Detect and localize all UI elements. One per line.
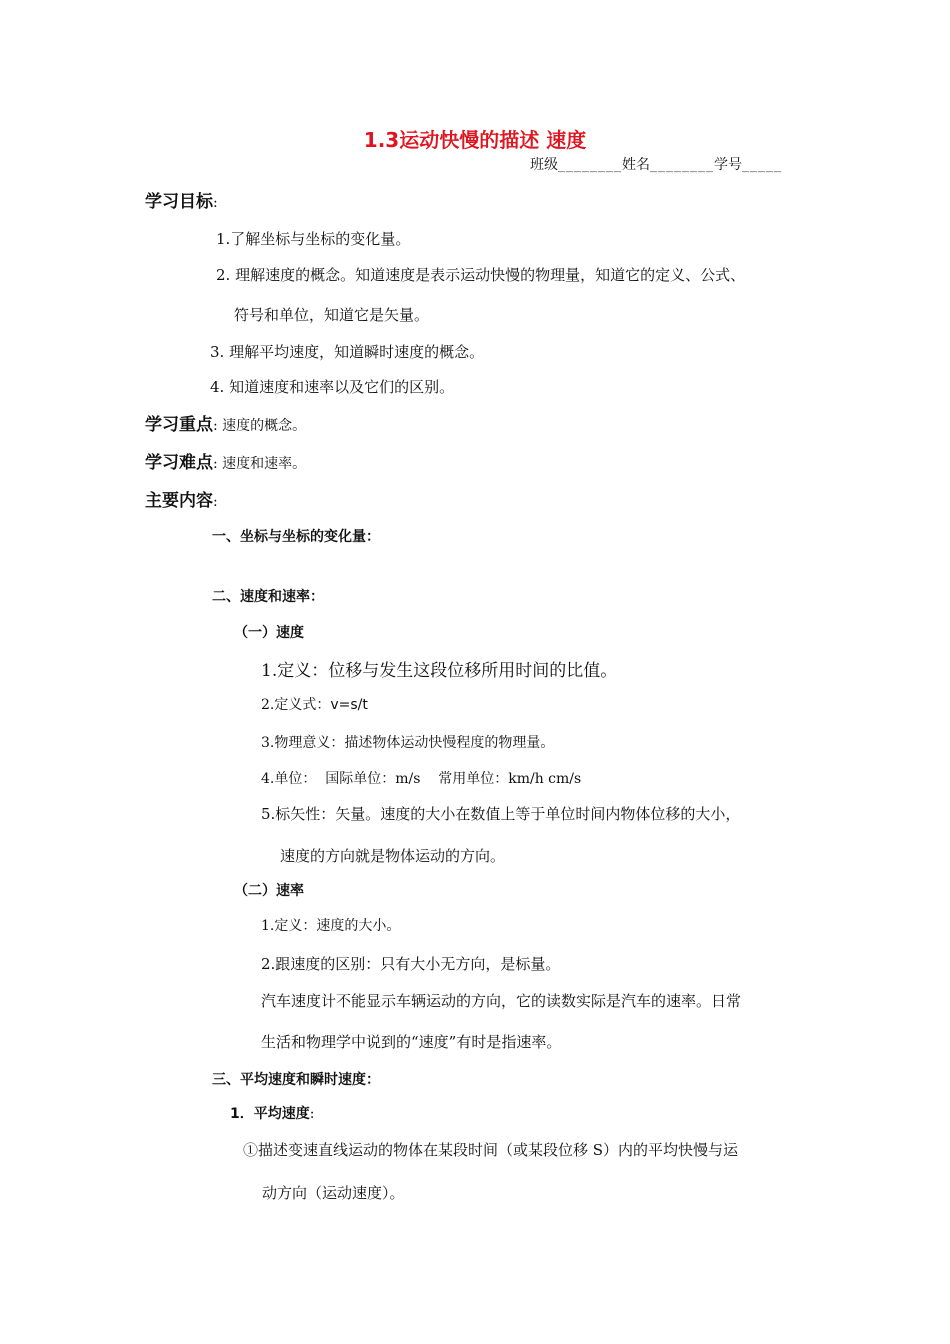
section-heading: 一、坐标与坐标的变化量： <box>212 529 380 545</box>
objective-item: 1.了解坐标与坐标的变化量。 <box>216 230 411 248</box>
difficulty-text: : 速度和速率。 <box>213 456 307 472</box>
speed-item: 2.定义式： <box>261 697 331 713</box>
speed-item: 4.单位： 国际单位：m/s 常用单位：km/h cm/s <box>261 771 582 787</box>
avg-item: ①描述变速直线运动的物体在某段时间（或某段位移 S）内的平均快慢与运 <box>243 1141 739 1159</box>
objective-item: 2. 理解速度的概念。知道速度是表示运动快慢的物理量，知道它的定义、公式、 <box>216 266 746 284</box>
content-heading: 主要内容 <box>145 491 213 511</box>
rate-item: 2.跟速度的区别：只有大小无方向，是标量。 <box>261 955 561 973</box>
id-label: 学号 <box>714 157 742 173</box>
objectives-heading: 学习目标 <box>145 192 213 212</box>
speed-item: 1.定义：位移与发生这段位移所用时间的比值。 <box>261 661 618 681</box>
difficulty-row <box>145 448 306 473</box>
content-heading-row <box>145 486 218 511</box>
rate-item: 1.定义：速度的大小。 <box>261 918 401 934</box>
difficulty-heading: 学习难点 <box>145 453 213 473</box>
objective-item: 3. 理解平均速度，知道瞬时速度的概念。 <box>210 343 485 361</box>
rate-item: 汽车速度计不能显示车辆运动的方向，它的读数实际是汽车的速率。日常 <box>261 992 742 1010</box>
speed-item: 5.标矢性：矢量。速度的大小在数值上等于单位时间内物体位移的大小， <box>261 805 741 823</box>
objectives-colon: : <box>213 195 218 211</box>
objectives-heading-row <box>145 187 218 212</box>
avg-colon: : <box>309 1106 315 1122</box>
speed-formula: v=s/t <box>330 697 368 713</box>
subsection-heading: 1．平均速度 <box>230 1106 310 1122</box>
page-title: 1.3运动快慢的描述 速度 <box>363 128 587 152</box>
objective-item: 符号和单位，知道它是矢量。 <box>234 306 430 324</box>
subsection-heading: （二）速率 <box>234 883 304 899</box>
avg-item: 动方向（运动速度）。 <box>262 1184 405 1202</box>
focus-row <box>145 410 306 435</box>
content-colon: : <box>213 494 218 510</box>
class-blank: ________ <box>558 157 622 173</box>
rate-item: 生活和物理学中说到的“速度”有时是指速率。 <box>261 1033 562 1051</box>
class-label: 班级 <box>530 157 558 173</box>
focus-text: : 速度的概念。 <box>213 418 307 434</box>
section-heading: 三、平均速度和瞬时速度： <box>212 1072 380 1088</box>
id-blank: _____ <box>742 157 782 173</box>
section-heading: 二、速度和速率： <box>212 589 324 605</box>
name-blank: ________ <box>650 157 714 173</box>
avg-heading-row <box>230 1103 314 1123</box>
speed-formula-row <box>261 694 368 714</box>
subsection-heading: （一）速度 <box>234 625 304 641</box>
speed-item: 3.物理意义：描述物体运动快慢程度的物理量。 <box>261 735 555 751</box>
name-label: 姓名 <box>622 157 650 173</box>
student-info-line <box>530 154 782 174</box>
focus-heading: 学习重点 <box>145 415 213 435</box>
speed-item: 速度的方向就是物体运动的方向。 <box>280 847 506 865</box>
objective-item: 4. 知道速度和速率以及它们的区别。 <box>210 378 455 396</box>
